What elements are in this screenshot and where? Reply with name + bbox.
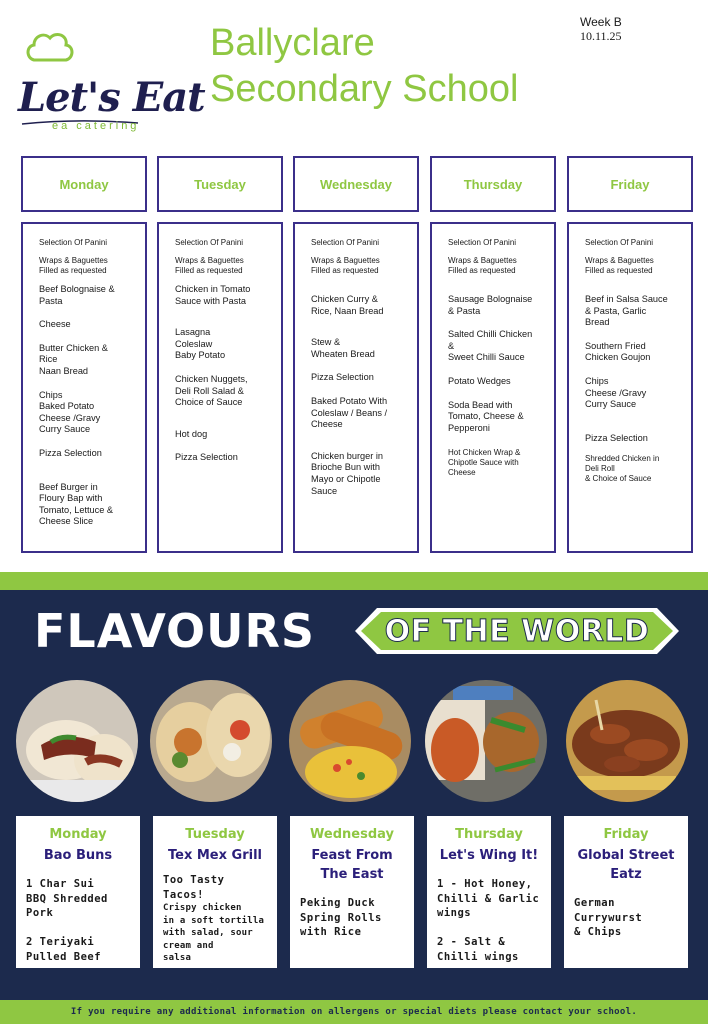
flavours-heading: FLAVOURS bbox=[34, 604, 316, 658]
menu-item: Lasagna Coleslaw Baby Potato bbox=[175, 327, 226, 361]
chef-hat-icon bbox=[24, 30, 76, 70]
menu-item: Selection Of Panini bbox=[448, 238, 517, 247]
wings-photo bbox=[425, 680, 547, 802]
menu-item: Potato Wedges bbox=[448, 375, 511, 386]
menu-item: Chicken Nuggets, Deli Roll Salad & Choice of Sauce bbox=[175, 373, 248, 408]
card-description: Peking Duck Spring Rolls with Rice bbox=[300, 897, 382, 938]
card-description: 1 - Hot Honey, Chilli & Garlic wings 2 - Salt & Chilli wings bbox=[437, 878, 540, 963]
card-title: Global Street Eatz bbox=[577, 848, 675, 882]
menu-item: Chips Baked Potato Cheese /Gravy Curry Sauce bbox=[39, 389, 101, 435]
flavour-card-tuesday bbox=[153, 816, 277, 968]
flavour-card-thursday bbox=[427, 816, 551, 968]
day-header-wednesday: Wednesday bbox=[293, 156, 419, 212]
card-day: Tuesday bbox=[185, 827, 245, 842]
card-description: Too Tasty Tacos! bbox=[163, 874, 225, 901]
day-header-thursday: Thursday bbox=[430, 156, 556, 212]
school-name-line1: Ballyclare bbox=[210, 22, 375, 64]
logo-subtitle: ea catering bbox=[52, 120, 140, 132]
menu-item: Salted Chilli Chicken & Sweet Chilli Sauce bbox=[448, 329, 533, 363]
menu-item: Chicken Curry & Rice, Naan Bread bbox=[311, 294, 384, 316]
spring-rolls-photo bbox=[289, 680, 411, 802]
menu-item: Southern Fried Chicken Goujon bbox=[585, 340, 651, 363]
menu-item: Sausage Bolognaise & Pasta bbox=[448, 294, 533, 316]
card-day: Wednesday bbox=[310, 827, 394, 842]
menu-item: Beef in Salsa Sauce & Pasta, Garlic Bread bbox=[585, 294, 668, 328]
menu-item: Wraps & Baguettes Filled as requested bbox=[39, 256, 108, 275]
tex-mex-photo bbox=[150, 680, 272, 802]
day-menu-tuesday bbox=[157, 222, 283, 553]
menu-item: Selection Of Panini bbox=[175, 238, 244, 247]
school-name-line2: Secondary School bbox=[210, 68, 519, 110]
menu-item: Chicken in Tomato Sauce with Pasta bbox=[175, 284, 251, 306]
lets-eat-logo bbox=[16, 28, 205, 138]
menu-item: Chicken burger in Brioche Bun with Mayo or Chipotle Sauce bbox=[311, 450, 384, 496]
day-menu-wednesday bbox=[293, 222, 419, 553]
day-menu-friday bbox=[567, 222, 693, 553]
menu-item: Wraps & Baguettes Filled as requested bbox=[311, 256, 380, 275]
week-label: Week B bbox=[580, 15, 622, 29]
green-divider bbox=[0, 572, 708, 590]
card-title: Tex Mex Grill bbox=[168, 848, 262, 863]
card-day: Thursday bbox=[455, 827, 523, 842]
day-menu-monday bbox=[21, 222, 147, 553]
week-info bbox=[580, 15, 622, 43]
flavour-card-monday bbox=[16, 816, 140, 968]
bao-buns-photo bbox=[16, 680, 138, 802]
card-detail: Crispy chicken in a soft tortilla with salad, sour cream and salsa bbox=[163, 903, 265, 963]
menu-item: Selection Of Panini bbox=[39, 238, 108, 247]
day-header-monday: Monday bbox=[21, 156, 147, 212]
menu-item: Cheese bbox=[39, 319, 71, 330]
flavour-card-friday bbox=[564, 816, 688, 968]
flavour-card-wednesday bbox=[290, 816, 414, 968]
card-description: 1 Char Sui BBQ Shredded Pork 2 Teriyaki Pulled Beef bbox=[26, 878, 108, 963]
footer-band bbox=[0, 1000, 708, 1024]
card-title: Bao Buns bbox=[43, 848, 113, 863]
menu-item: Stew & Wheaten Bread bbox=[311, 337, 375, 359]
card-description: German Currywurst & Chips bbox=[574, 897, 643, 938]
menu-item: Shredded Chicken in Deli Roll & Choice of Sauce bbox=[585, 454, 660, 484]
card-title: Let's Wing It! bbox=[439, 848, 539, 863]
menu-item: Pizza Selection bbox=[585, 432, 648, 443]
day-header-friday: Friday bbox=[567, 156, 693, 212]
menu-item: Wraps & Baguettes Filled as requested bbox=[448, 256, 517, 275]
menu-item: Selection Of Panini bbox=[311, 238, 380, 247]
card-day: Friday bbox=[603, 827, 649, 842]
menu-item: Beef Bolognaise & Pasta bbox=[39, 284, 115, 306]
menu-item: Beef Burger in Floury Bap with Tomato, Lettuce & Cheese Slice bbox=[39, 481, 114, 527]
week-date: 10.11.25 bbox=[580, 29, 622, 43]
menu-item: Pizza Selection bbox=[39, 447, 102, 458]
menu-item: Chips Cheese /Gravy Curry Sauce bbox=[585, 375, 647, 410]
day-menu-thursday bbox=[430, 222, 556, 553]
day-header-tuesday: Tuesday bbox=[157, 156, 283, 212]
logo-wordmark: Let's Eat bbox=[18, 74, 205, 121]
school-name bbox=[210, 20, 590, 112]
menu-item: Butter Chicken & Rice Naan Bread bbox=[39, 342, 108, 376]
menu-item: Baked Potato With Coleslaw / Beans / Cheese bbox=[311, 395, 388, 430]
currywurst-photo bbox=[566, 680, 688, 802]
menu-item: Hot dog bbox=[175, 428, 208, 439]
menu-item: Hot Chicken Wrap & Chipotle Sauce with Cheese bbox=[448, 448, 521, 478]
menu-item: Pizza Selection bbox=[175, 452, 238, 463]
allergen-notice: If you require any additional information on allergens or special diets please contact your school. bbox=[70, 1007, 638, 1017]
menu-item: Soda Bead with Tomato, Cheese & Pepperoni bbox=[448, 399, 524, 433]
card-day: Monday bbox=[49, 827, 107, 842]
of-the-world-text: OF THE WORLD bbox=[384, 613, 650, 649]
card-title: Feast From The East bbox=[311, 848, 393, 882]
menu-item: Wraps & Baguettes Filled as requested bbox=[585, 256, 654, 275]
menu-item: Selection Of Panini bbox=[585, 238, 654, 247]
menu-item: Wraps & Baguettes Filled as requested bbox=[175, 256, 244, 275]
menu-item: Pizza Selection bbox=[311, 372, 374, 383]
